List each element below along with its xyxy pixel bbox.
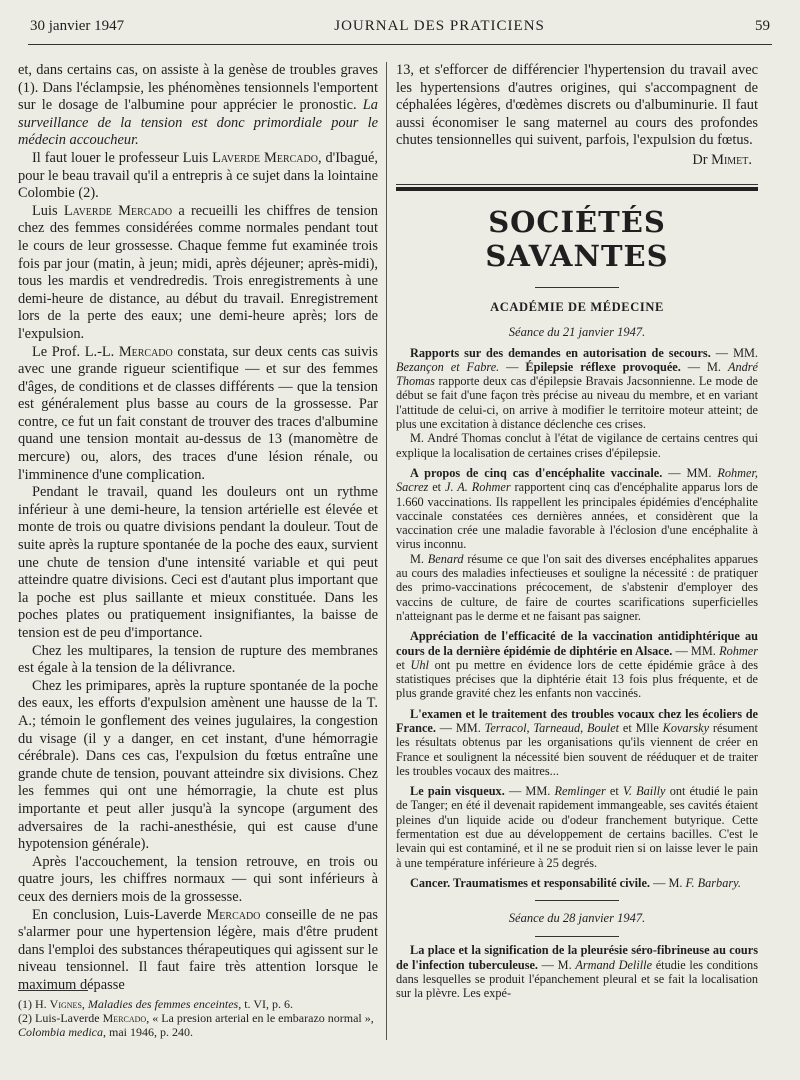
entry-paragraph (396, 552, 758, 623)
text-run: M. (410, 551, 428, 566)
proceedings (396, 943, 758, 1000)
author-name: Mercado (118, 343, 173, 360)
paragraph (18, 907, 378, 995)
text-run: — MM. (435, 720, 485, 735)
footnote-rule (18, 990, 88, 991)
text-run: Dr (692, 151, 712, 168)
signature (396, 152, 758, 170)
text-run: ont pu mettre en évidence lors de cette épidémie grâce à des statistiques précises que la diphtérie était 13 fois plus fréquente, et de plus grande gravité chez les enfants non vaccinés. (396, 657, 759, 701)
divider (535, 287, 619, 288)
author-names: Rohmer, Sacrez (396, 465, 758, 495)
author-name: Laverde Mercado (212, 149, 318, 166)
text-run: Le Prof. L.-L. (32, 343, 119, 360)
text-run: et, dans certains cas, on assiste à la genèse de troubles graves (1). Dans l'éclampsie, les phénomènes tensionnels l'emportent sur le dosage de l'albumine pour apprécier le pronostic. (18, 62, 378, 114)
footnote-2 (18, 1011, 378, 1039)
text-run: — M. (538, 957, 576, 972)
paragraph: Pendant le travail, quand les douleurs ont un rythme inférieur à une demi-heure, la tension artérielle est élevée et monte de trois ou quatre divisions pendant la douleur. Tout de suite après la rupture spontanée de la poche des eaux, survient une chute de tension d'une intensité variable et qui peut atteindre quatre divisions. Ceci est d'autant plus important que la poche est plus saillante et mieux constituée. Dans les poches plates ou pratiquement insignifiantes, la baisse de tension est de peu d'importance. (18, 484, 378, 641)
entry (396, 707, 758, 778)
text-run: Il faut louer le professeur Luis (32, 149, 213, 166)
text-run: conseille de ne pas s'alarmer pour une hypertension légère, mais d'être prudent dans l'emploi des substances thérapeutiques qui agissent sur le niveau tensionnel. Il faut faire très attention lorsque le maximum dépasse (18, 906, 378, 993)
text-run: — MM. (662, 465, 718, 480)
author-name: Mercado (206, 906, 261, 923)
text-run: rapportent cinq cas d'encéphalite apparus lors de 1.660 vaccinations. Ils rappellent les principales épidémies d'encéphalite vaccinale constatées ces dernières années, et considèrent que la vaccination crée une maladie favorable à l'éclosion d'une encéphalite à virus inconnu. (396, 480, 758, 552)
entry-title: Épilepsie réflexe provoquée. (525, 359, 681, 374)
text-run: — MM. (672, 643, 720, 658)
footnotes (18, 990, 378, 1039)
author-names: F. Barbary. (685, 875, 741, 890)
right-column (396, 62, 758, 1000)
entry (396, 943, 758, 1000)
entry-title: A propos de cinq cas d'encéphalite vaccinale. (410, 465, 663, 480)
text-run: ont étudié le pain de Tanger; en été il devenait rapidement immangeable, ses cavités étaient pleines d'un liquide acide ou d'odeur franchement butyrique. Cette fermentation est due au développement de certains bacilles. C'est le levain qui est contaminé, et il ne se produit rien si on laisse lever le pain à une température inférieure à 25 degrés. (396, 784, 758, 870)
entry-title: La place et la signification de la pleurésie séro-fibrineuse au cours de l'infection tuberculeuse. (396, 943, 758, 972)
author-name: Vignes (49, 997, 82, 1011)
paragraph (18, 62, 378, 150)
entry-title: Appréciation de l'efficacité de la vaccination antidiphtérique au cours de la dernière épidémie de diphtérie en Alsace. (396, 629, 758, 658)
text-run: et (396, 657, 411, 672)
footnote-1: (1) H. Vignes, Maladies des femmes enceintes, t. VI, p. 6. (18, 997, 293, 1011)
author-names: Armand Delille (575, 957, 653, 972)
entry (396, 784, 758, 870)
author-name: Mimet. (711, 151, 752, 168)
author-name: Laverde Mercado (63, 202, 173, 219)
author-names: Terracol, Tarneaud, Boulet (484, 720, 620, 735)
session-date: Séance du 21 janvier 1947. (508, 324, 646, 339)
entry-title: L'examen et le traitement des troubles vocaux chez les écoliers de France. (396, 706, 758, 735)
text-run: En conclusion, Luis-Laverde (32, 906, 207, 923)
divider (535, 900, 619, 901)
text-run: , d'Ibagué, pour le beau travail qu'il a entrepris à ce sujet dans la lointaine Colombie (2). (18, 149, 378, 202)
proceedings (396, 346, 758, 891)
banner-rule-top (396, 184, 758, 185)
text-run: constata, sur deux cents cas suivis avec une grande rigueur scientifique — et sur des femmes d'âges, de conditions et de classes différents — que la tension est généralement plus basse au cours de la grossesse. Par contre, ce fut un fait constant de trouver des traces d'albumine quand une tension montait au-dessus de 13 (manomètre de mercure) ou, alors, des traces d'une lésion rénale, ou l'imminence d'une complication. (18, 343, 378, 483)
author-names: Rohmer (719, 643, 758, 658)
text-run: résument les résultats obtenus par les organisations qu'ils viennent de créer en France et soulignent la nécessité bien souvent de rééduquer et de traiter les troubles vocaux des maitres... (396, 720, 758, 778)
header-page-number: 59 (754, 18, 770, 34)
text-run: Luis (32, 202, 64, 219)
text-run: , mai 1946, p. 240. (103, 1025, 193, 1039)
left-column (18, 62, 378, 994)
banner-rule-bold (396, 187, 758, 191)
author-names: Kovarsky (662, 720, 710, 735)
header-rule (28, 44, 772, 45)
text-run: et (428, 480, 446, 495)
emphasis-text: La surveillance de la tension est donc primordiale pour le médecin accoucheur. (18, 97, 378, 149)
text-run: — MM. (504, 784, 555, 799)
entry-title: Cancer. Traumatismes et responsabilité civile. (410, 875, 650, 890)
text-run: , t. VI, p. 6. (238, 997, 293, 1011)
entry-title: Rapports sur des demandes en autorisation de secours. (410, 345, 711, 360)
text-run: , « La presion arterial en le embarazo normal », (146, 1011, 374, 1025)
journal-title: Colombia medica (18, 1025, 103, 1039)
page-header (30, 18, 770, 42)
section-banner: SOCIÉTÉS SAVANTES (485, 204, 669, 273)
entry-title: Le pain visqueux. (410, 784, 505, 799)
text-run: — (499, 359, 526, 374)
entry (396, 346, 758, 432)
author-name: Mercado (102, 1011, 147, 1025)
text-run: et Mlle (619, 720, 663, 735)
text-run: (1) H. (18, 997, 50, 1011)
entry (396, 629, 758, 700)
text-run: rapporte deux cas d'épilepsie Bravais Jacsonnienne. Le mode de début se fait d'une façon très précise au niveau du membre, et en variant l'attitude de celui-ci, on arrive à modifier le territoire moteur atteint; de plus une excitation à distance déclenche ces crises. (396, 374, 758, 432)
header-date: 30 janvier 1947 (30, 18, 125, 34)
text-run: résume ce que l'on sait des diverses encéphalites apparues au cours des maladies infectieuses et souligne la nécessité : de pratiquer des primo-vaccinations précocement, de s'abstenir d'employer des vaccins de culture, de faire de courtes scarifications superficielles n'atteignant pas le derme et ne faisant pas saigner. (396, 551, 758, 623)
paragraph: 13, et s'efforcer de différencier l'hypertension du travail avec les hypertensions d'autres origines, qui s'accompagnent de céphalées légères, d'œdèmes discrets ou d'albuminurie. Il faut aussi économiser le sang maternel au cours des profondes chutes tensionnelles qui suivent, parfois, l'expulsion du fœtus. (396, 62, 758, 149)
entry-paragraph: M. André Thomas conclut à l'état de vigilance de certains centres qui explique la localisation de certaines crises d'épilepsie. (396, 431, 758, 460)
academy-heading: ACADÉMIE DE MÉDECINE (490, 299, 664, 314)
author-names: V. Bailly (622, 784, 666, 799)
author-names: Bezançon et Fabre. (396, 359, 500, 374)
text-run: étudie les conditions dans lesquelles se produit l'épanchement pleural et se fait la localisation sur la plèvre. Les expé- (396, 957, 758, 1001)
text-run: — M. (650, 875, 686, 890)
text-run: — MM. (710, 345, 759, 360)
author-names: Benard (427, 551, 464, 566)
paragraph: Chez les primipares, après la rupture spontanée de la poche des eaux, les efforts d'expulsion amènent une hausse de la T. A.; témoin le gonflement des veines jugulaires, la congestion du visage (il y a danger, en cet instant, d'une hémorragie cérébrale). Dans ces cas, l'expulsion du fœtus entraîne une grande chute de tension, pouvant atteindre six divisions. Chez les femmes qui ont une hémorragie, la chute est plus importante et peut aller jusqu'à la syncope (argument des adversaires de la rachi-anesthésie, qui est cause d'une hypotension générale). (18, 677, 378, 853)
text-run: — M. (680, 359, 728, 374)
divider (535, 936, 619, 937)
paragraph (18, 344, 378, 485)
column-divider (386, 62, 387, 1040)
author-names: Remlinger (554, 784, 606, 799)
author-names: André Thomas (396, 359, 758, 389)
paragraph: Chez les multipares, la tension de rupture des membranes est égale à la tension de la délivrance. (18, 642, 378, 677)
paragraph: Après l'accouchement, la tension retrouve, en trois ou quatre jours, les chiffres normaux — qui sont inférieurs à ceux des derniers mois de la grossesse. (18, 853, 378, 905)
text-run: (2) Luis-Laverde (18, 1011, 103, 1025)
session-date: Séance du 28 janvier 1947. (508, 911, 646, 926)
paragraph (18, 203, 378, 344)
entry (396, 876, 758, 890)
work-title: Maladies des femmes enceintes (87, 997, 239, 1011)
paragraph (18, 150, 378, 203)
header-journal-title: JOURNAL DES PRATICIENS (334, 18, 545, 34)
author-names: J. A. Rohmer (445, 480, 511, 495)
text-run: et (605, 784, 623, 799)
author-names: Uhl (410, 657, 429, 672)
text-run: a recueilli les chiffres de tension chez des femmes considérées comme normales pendant tout le cours de leur grossesse. Chaque femme fut examinée trois fois par jour (matin, à jeun; midi, après déjeuner; après-midi), tous les mardis et vendredredis. Trois enregistrements à une demi-heure de distance, au début du travail. Enregistrement lors de la perte des eaux; une demi-heure après; lors de l'expulsion. (18, 202, 379, 342)
entry (396, 466, 758, 552)
